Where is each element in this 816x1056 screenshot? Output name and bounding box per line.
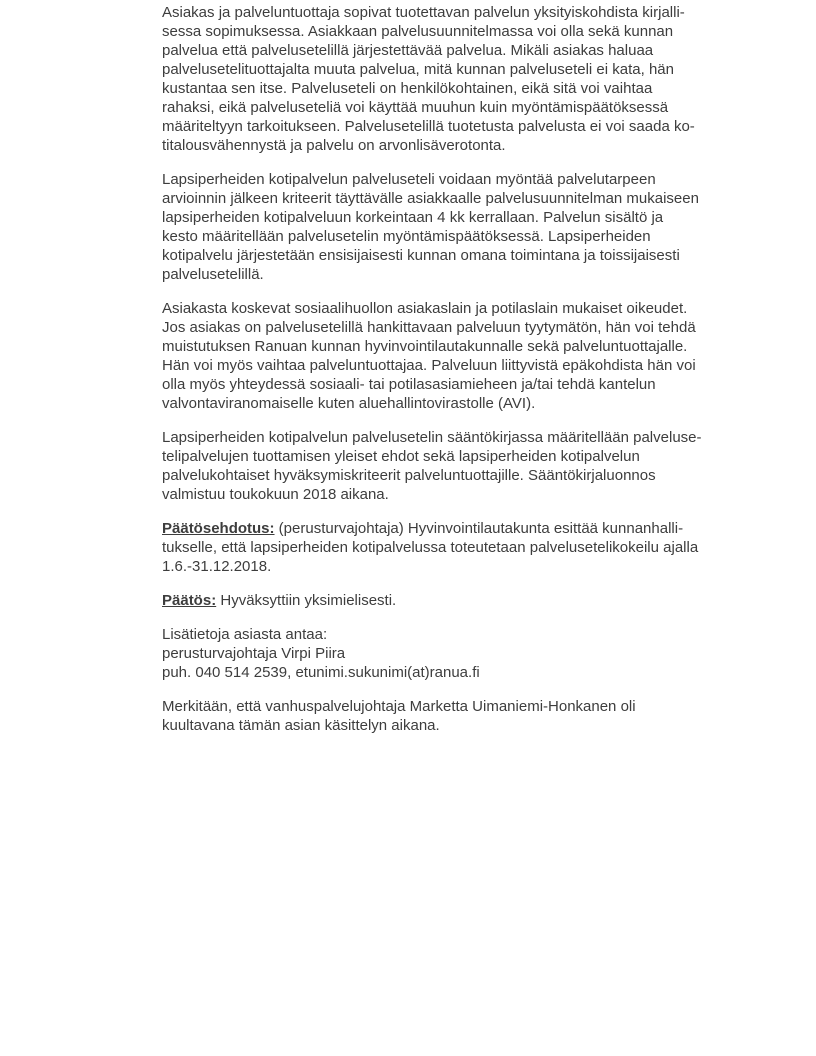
text-line: muistutuksen Ranuan kunnan hyvinvointilautakunnalle sekä palveluntuottajalle. (162, 338, 688, 355)
decision-proposal-label: Päätösehdotus: (162, 520, 275, 537)
text-line: Lapsiperheiden kotipalvelun palvelusetelin sääntökirjassa määritellään palveluse- (162, 429, 702, 446)
text-line: telipalvelujen tuottamisen yleiset ehdot sekä lapsiperheiden kotipalvelun (162, 448, 640, 465)
text-line: olla myös yhteydessä sosiaali- tai potilasasiamieheen ja/tai tehdä kantelun (162, 376, 656, 393)
paragraph-decision-proposal (162, 519, 782, 576)
text-line: Asiakas ja palveluntuottaja sopivat tuotettavan palvelun yksityiskohdista kirjalli- (162, 4, 685, 21)
text-line: Jos asiakas on palvelusetelillä hankittavaan palveluun tyytymätön, hän voi tehdä (162, 319, 696, 336)
text-line: titalousvähennystä ja palvelu on arvonlisäverotonta. (162, 137, 506, 154)
text-line: Merkitään, että vanhuspalvelujohtaja Marketta Uimaniemi-Honkanen oli (162, 698, 636, 715)
paragraph-additional-info (162, 625, 782, 682)
paragraph-service-agreement (162, 3, 782, 155)
text-line: 1.6.-31.12.2018. (162, 558, 272, 575)
text-line: palvelukohtaiset hyväksymiskriteerit palveluntuottajille. Sääntökirjaluonnos (162, 467, 656, 484)
decision-label: Päätös: (162, 592, 217, 609)
text-line: valmistuu toukokuun 2018 aikana. (162, 486, 389, 503)
paragraph-client-rights (162, 299, 782, 413)
text-line: valvontaviranomaiselle kuten aluehallintovirastolle (AVI). (162, 395, 536, 412)
text-line: perusturvajohtaja Virpi Piira (162, 645, 346, 662)
text-line (162, 519, 782, 538)
text-line: palvelua että palvelusetelillä järjestettävää palvelua. Mikäli asiakas haluaa (162, 42, 654, 59)
text-line: Lapsiperheiden kotipalvelun palveluseteli voidaan myöntää palvelutarpeen (162, 171, 656, 188)
text-line: palvelusetelillä. (162, 266, 264, 283)
text-line (162, 591, 782, 610)
paragraph-voucher-granting (162, 170, 782, 284)
text-line: kotipalvelu järjestetään ensisijaisesti kunnan omana toimintana ja toissijaisesti (162, 247, 680, 264)
text-line: Hän voi myös vaihtaa palveluntuottajaa. Palveluun liittyvistä epäkohdista hän voi (162, 357, 696, 374)
text-line: kuultavana tämän asian käsittelyn aikana. (162, 717, 440, 734)
text-line: Lisätietoja asiasta antaa: (162, 626, 328, 643)
text-line: rahaksi, eikä palveluseteliä voi käyttää muuhun kuin myöntämispäätöksessä (162, 99, 669, 116)
text-line: kesto määritellään palvelusetelin myöntämispäätöksessä. Lapsiperheiden (162, 228, 651, 245)
document-body (162, 3, 782, 750)
text-line: sessa sopimuksessa. Asiakkaan palvelusuunnitelmassa voi olla sekä kunnan (162, 23, 674, 40)
text-line: tukselle, että lapsiperheiden kotipalvelussa toteutetaan palvelusetelikokeilu ajalla (162, 539, 699, 556)
text-line: arvioinnin jälkeen kriteerit täyttävälle asiakkaalle palvelusuunnitelman mukaiseen (162, 190, 699, 207)
text-line: Asiakasta koskevat sosiaalihuollon asiakaslain ja potilaslain mukaiset oikeudet. (162, 300, 688, 317)
text-line: lapsiperheiden kotipalveluun korkeintaan 4 kk kerrallaan. Palvelun sisältö ja (162, 209, 664, 226)
text-run: (perusturvajohtaja) Hyvinvointilautakunta esittää kunnanhalli- (274, 520, 684, 537)
text-line: kustantaa sen itse. Palveluseteli on henkilökohtainen, eikä sitä voi vaihtaa (162, 80, 653, 97)
text-line: määriteltyyn tarkoitukseen. Palvelusetelillä tuotetusta palvelusta ei voi saada ko- (162, 118, 695, 135)
text-run: Hyväksyttiin yksimielisesti. (216, 592, 397, 609)
paragraph-hearing-note (162, 697, 782, 735)
text-line: puh. 040 514 2539, etunimi.sukunimi(at)ranua.fi (162, 664, 480, 681)
text-line: palvelusetelituottajalta muuta palvelua, mitä kunnan palveluseteli ei kata, hän (162, 61, 674, 78)
paragraph-decision (162, 591, 782, 610)
paragraph-rulebook (162, 428, 782, 504)
